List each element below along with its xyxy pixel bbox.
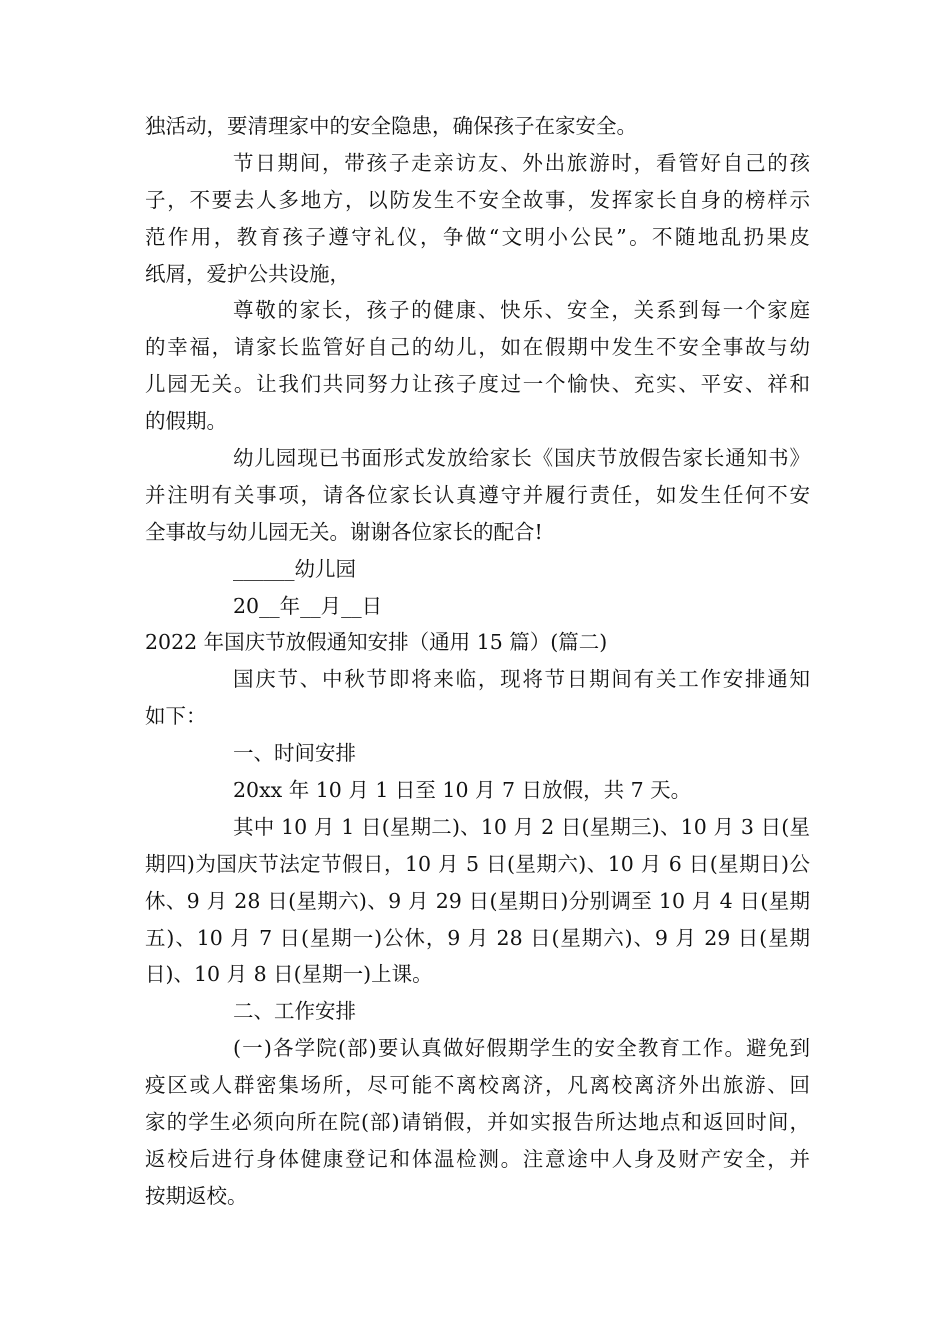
text-line: 期四)为国庆节法定节假日，10 月 5 日(星期六)、10 月 6 日(星期日)公 bbox=[145, 851, 810, 876]
text-line: 返校后进行身体健康登记和体温检测。注意途中人身及财产安全，并 bbox=[145, 1146, 810, 1171]
signature-kindergarten: ______幼儿园 bbox=[233, 556, 356, 581]
paragraph-start-line: 尊敬的家长，孩子的健康、快乐、安全，关系到每一个家庭 bbox=[233, 298, 810, 323]
text-line: 休、9 月 28 日(星期六)、9 月 29 日(星期日)分别调至 10 月 4 日(星期 bbox=[145, 888, 810, 913]
paragraph-start-line: 20xx 年 10 月 1 日至 10 月 7 日放假，共 7 天。 bbox=[233, 778, 692, 803]
text-line: 的幸福，请家长监管好自己的幼儿，如在假期中发生不安全事故与幼 bbox=[145, 335, 810, 360]
text-line: 范作用，教育孩子遵守礼仪，争做“文明小公民”。不随地乱扔果皮 bbox=[145, 224, 810, 249]
text-line: 按期返校。 bbox=[145, 1183, 248, 1208]
paragraph-start-line: (一)各学院(部)要认真做好假期学生的安全教育工作。避免到 bbox=[233, 1036, 810, 1061]
paragraph-start-line: 幼儿园现已书面形式发放给家长《国庆节放假告家长通知书》 bbox=[233, 446, 810, 471]
text-line: 如下： bbox=[145, 704, 207, 729]
text-line: 儿园无关。让我们共同努力让孩子度过一个愉快、充实、平安、祥和 bbox=[145, 372, 810, 397]
subheading: 一、时间安排 bbox=[233, 741, 356, 766]
text-line: 五)、10 月 7 日(星期一)公休，9 月 28 日(星期六)、9 月 29 日(星期 bbox=[145, 925, 810, 950]
text-line: 的假期。 bbox=[145, 409, 227, 434]
section-title: 2022 年国庆节放假通知安排（通用 15 篇）(篇二) bbox=[145, 630, 608, 655]
paragraph-start-line: 国庆节、中秋节即将来临，现将节日期间有关工作安排通知 bbox=[233, 667, 810, 692]
text-line: 子，不要去人多地方，以防发生不安全故事，发挥家长自身的榜样示 bbox=[145, 187, 810, 212]
subheading: 二、工作安排 bbox=[233, 999, 356, 1024]
text-line: 独活动，要清理家中的安全隐患，确保孩子在家安全。 bbox=[145, 114, 637, 138]
text-line: 并注明有关事项，请各位家长认真遵守并履行责任，如发生任何不安 bbox=[145, 482, 810, 507]
paragraph-start-line: 其中 10 月 1 日(星期二)、10 月 2 日(星期三)、10 月 3 日(星 bbox=[233, 814, 810, 839]
document-body bbox=[145, 108, 810, 1215]
text-line: 家的学生必须向所在院(部)请销假，并如实报告所达地点和返回时间， bbox=[145, 1110, 810, 1135]
text-line: 疫区或人群密集场所，尽可能不离校离济，凡离校离济外出旅游、回 bbox=[145, 1073, 810, 1098]
signature-date: 20__年__月__日 bbox=[233, 593, 383, 618]
text-line: 日)、10 月 8 日(星期一)上课。 bbox=[145, 962, 433, 987]
text-line: 全事故与幼儿园无关。谢谢各位家长的配合! bbox=[145, 519, 543, 544]
text-line: 纸屑，爱护公共设施， bbox=[145, 261, 350, 286]
paragraph-start-line: 节日期间，带孩子走亲访友、外出旅游时，看管好自己的孩 bbox=[233, 150, 810, 175]
